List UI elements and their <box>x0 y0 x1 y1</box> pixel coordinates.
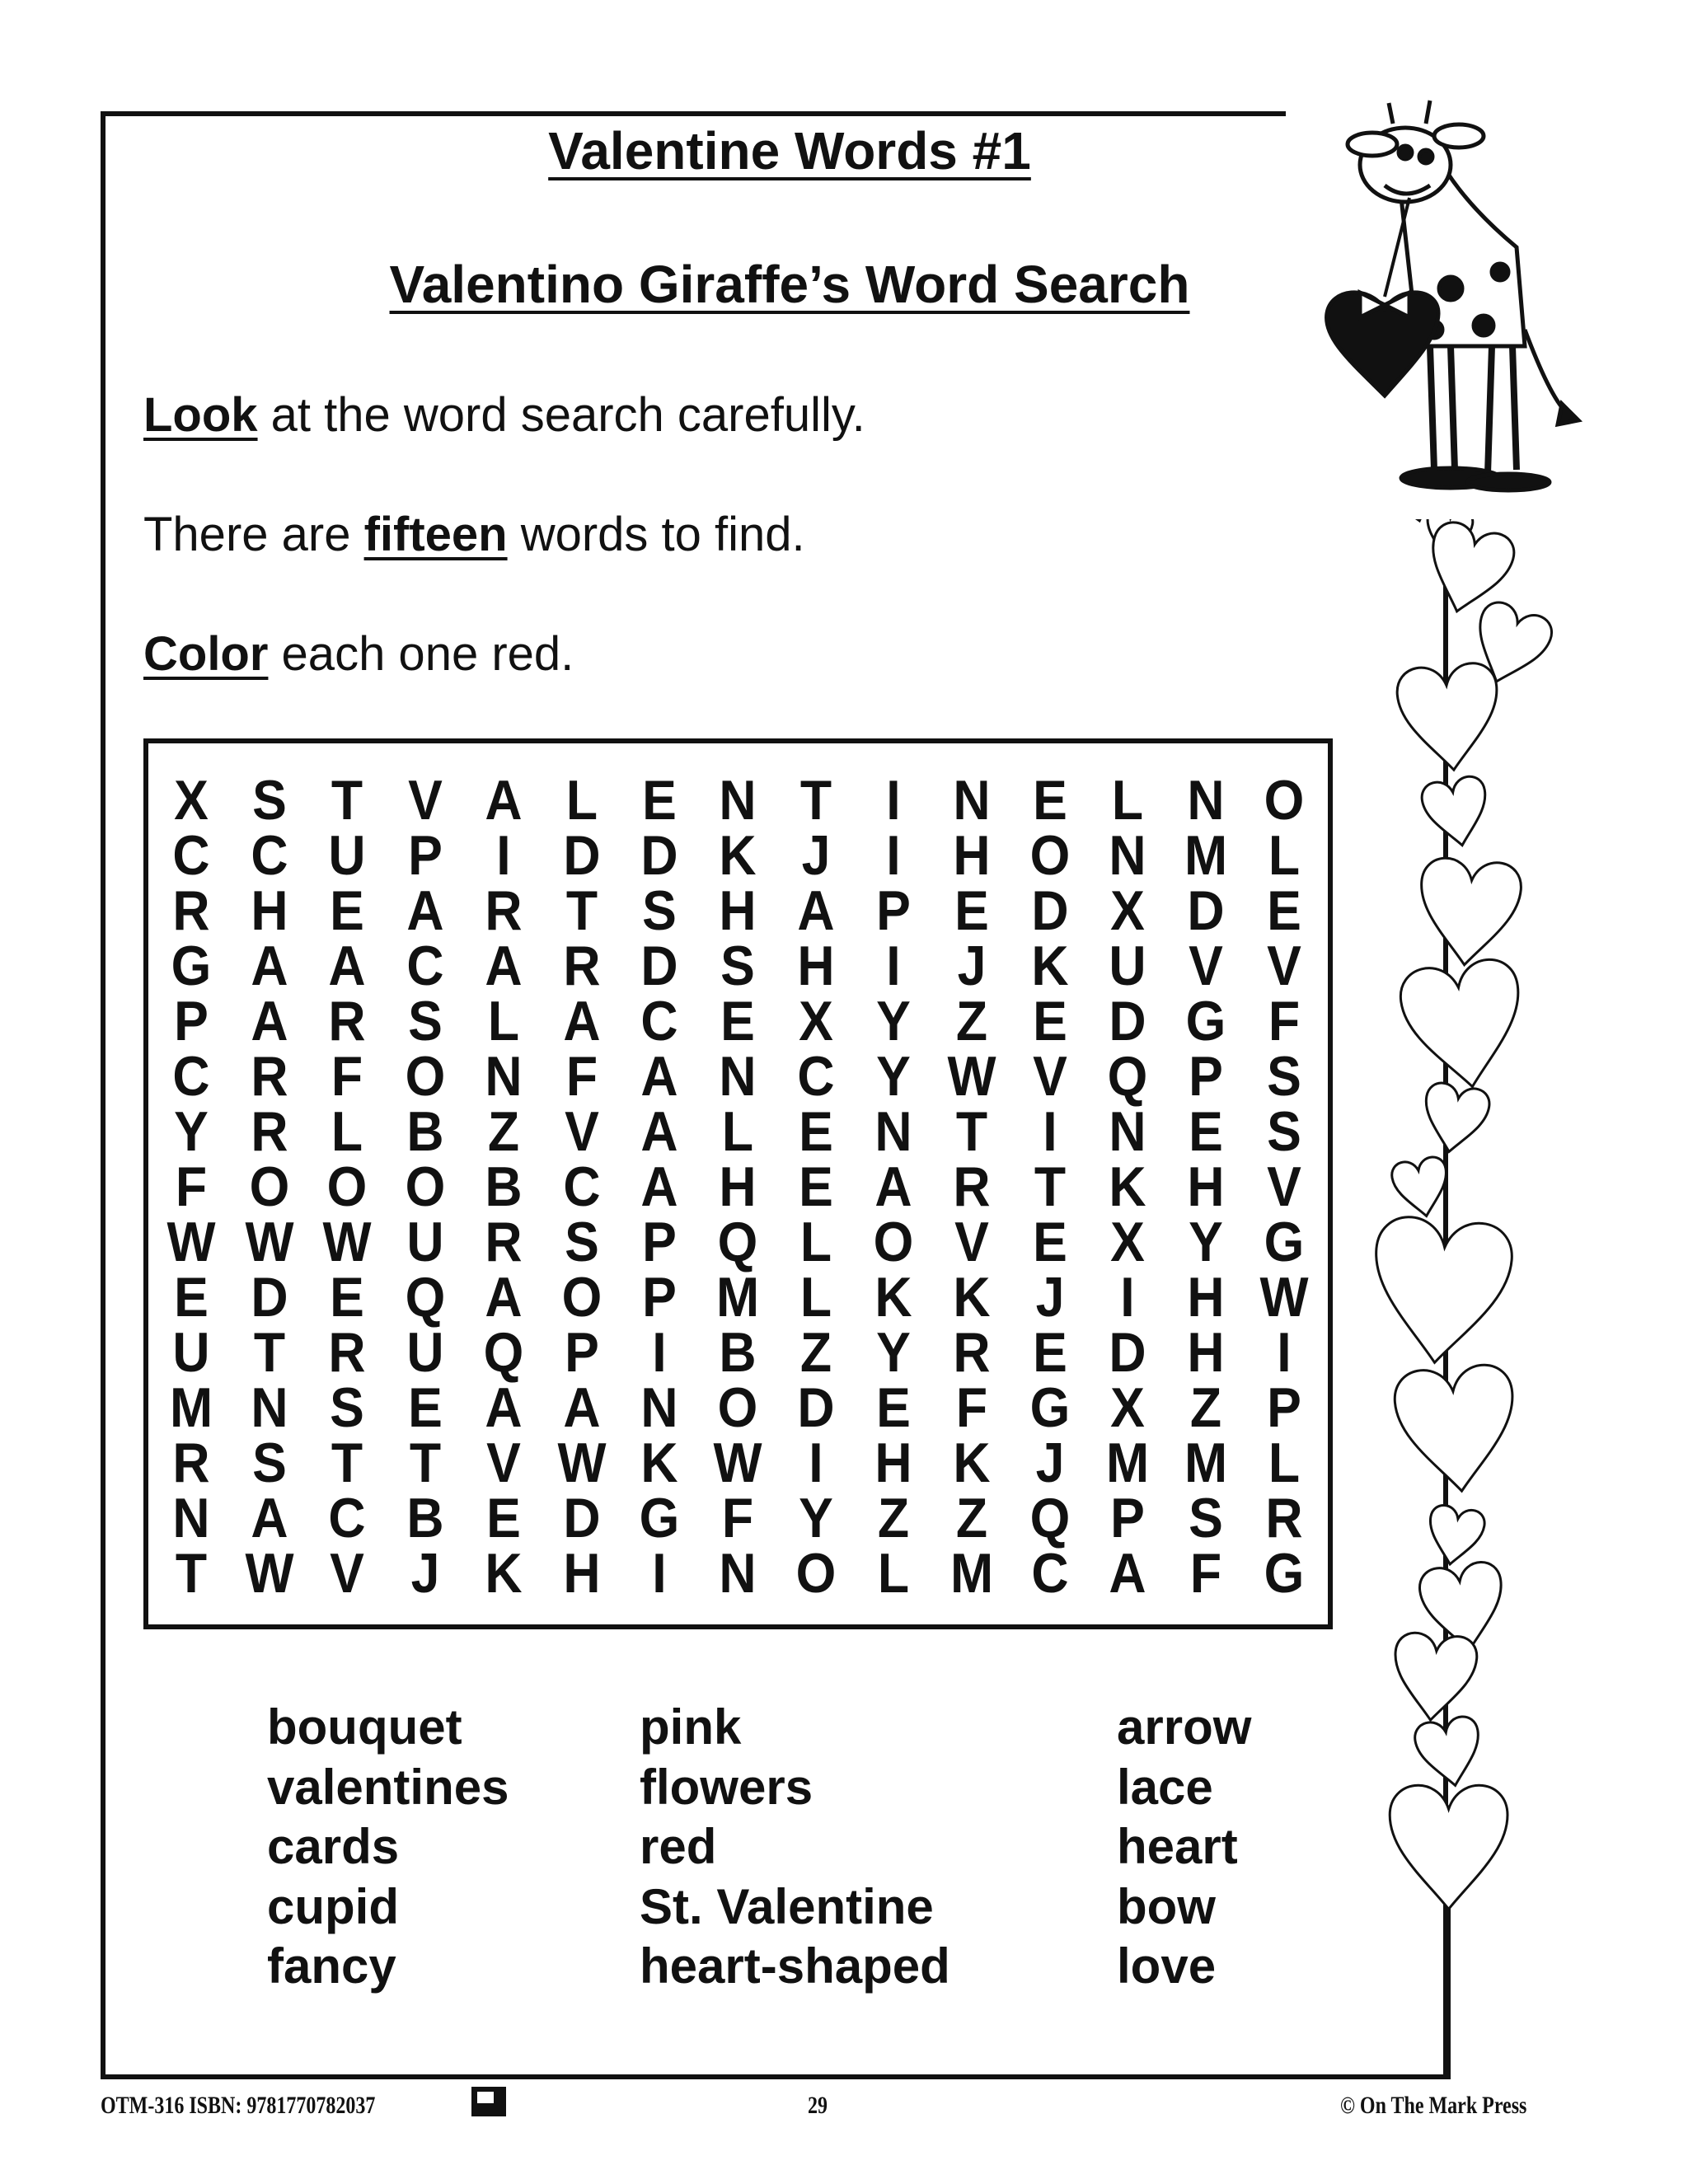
grid-letter[interactable]: E <box>485 1487 521 1549</box>
grid-letter[interactable]: E <box>174 1266 209 1329</box>
grid-letter[interactable]: P <box>1110 1487 1146 1549</box>
grid-letter[interactable]: P <box>564 1321 599 1384</box>
grid-letter[interactable]: V <box>954 1211 989 1273</box>
grid-letter[interactable]: F <box>721 1487 753 1549</box>
grid-letter[interactable]: W <box>166 1211 216 1273</box>
grid-letter[interactable]: H <box>562 1542 601 1605</box>
grid-letter[interactable]: O <box>717 1376 758 1439</box>
grid-letter[interactable]: W <box>713 1432 762 1494</box>
grid-letter[interactable]: Z <box>1189 1376 1222 1439</box>
grid-letter[interactable]: F <box>955 1376 988 1439</box>
grid-letter[interactable]: S <box>1189 1487 1223 1549</box>
word-list-item: pink <box>640 1699 742 1755</box>
page-number: 29 <box>808 2092 828 2119</box>
grid-letter[interactable]: B <box>406 1487 444 1549</box>
grid-letter[interactable]: A <box>562 990 601 1052</box>
grid-letter[interactable]: A <box>640 1045 678 1108</box>
grid-letter[interactable]: I <box>886 824 901 887</box>
grid-letter[interactable]: V <box>1266 1155 1301 1218</box>
grid-letter[interactable]: K <box>485 1542 523 1605</box>
heart-icon <box>1418 1080 1492 1157</box>
grid-letter[interactable]: V <box>1032 1045 1067 1108</box>
word-list-item: red <box>640 1819 717 1874</box>
grid-letter[interactable]: F <box>175 1155 208 1218</box>
grid-letter[interactable]: J <box>1035 1266 1065 1329</box>
grid-letter[interactable]: N <box>640 1376 678 1439</box>
heart-icon <box>1419 774 1493 851</box>
grid-letter[interactable]: K <box>953 1266 991 1329</box>
grid-letter[interactable]: Z <box>799 1321 832 1384</box>
grid-letter[interactable]: C <box>251 824 288 887</box>
grid-letter[interactable]: R <box>251 1045 288 1108</box>
grid-letter[interactable]: C <box>1031 1542 1069 1605</box>
word-list-item: bouquet <box>267 1699 462 1755</box>
grid-letter[interactable]: Y <box>876 990 912 1052</box>
grid-letter[interactable]: A <box>640 1155 678 1218</box>
grid-letter[interactable]: A <box>251 1487 288 1549</box>
grid-letter[interactable]: Q <box>717 1211 758 1273</box>
grid-letter[interactable]: M <box>950 1542 994 1605</box>
grid-letter[interactable]: D <box>1109 1321 1146 1384</box>
grid-letter[interactable]: K <box>874 1266 912 1329</box>
grid-letter[interactable]: T <box>175 1542 208 1605</box>
grid-letter[interactable]: Y <box>1189 1211 1223 1273</box>
grid-letter[interactable]: C <box>796 1045 835 1108</box>
heart-icon <box>1414 856 1522 969</box>
heart-icon <box>1392 1362 1520 1496</box>
grid-letter[interactable]: J <box>801 824 830 887</box>
grid-letter[interactable]: S <box>1266 1100 1301 1163</box>
grid-letter[interactable]: Z <box>487 1100 519 1163</box>
grid-letter[interactable]: K <box>953 1432 991 1494</box>
grid-letter[interactable]: H <box>1187 1155 1225 1218</box>
word-list-item: bow <box>1117 1878 1216 1934</box>
grid-letter[interactable]: L <box>799 1211 832 1273</box>
grid-letter[interactable]: U <box>406 1321 444 1384</box>
instruction-keyword: Color <box>143 627 269 681</box>
grid-letter[interactable]: E <box>1266 879 1301 942</box>
grid-letter[interactable]: B <box>719 1321 757 1384</box>
word-list-item: arrow <box>1117 1699 1252 1755</box>
grid-letter[interactable]: D <box>640 824 678 887</box>
grid-letter[interactable]: A <box>485 935 523 997</box>
grid-letter[interactable]: T <box>799 769 832 832</box>
grid-letter[interactable]: G <box>1264 1542 1305 1605</box>
grid-letter[interactable]: C <box>562 1155 601 1218</box>
grid-letter[interactable]: X <box>174 769 209 832</box>
grid-letter[interactable]: I <box>1277 1321 1292 1384</box>
grid-letter[interactable]: O <box>561 1266 602 1329</box>
grid-letter[interactable]: A <box>328 935 366 997</box>
page-subtitle: Valentino Giraffe’s Word Search <box>389 255 1190 314</box>
word-list-item: heart-shaped <box>640 1938 950 1994</box>
grid-letter[interactable]: X <box>1110 1211 1146 1273</box>
grid-letter[interactable]: S <box>564 1211 599 1273</box>
grid-letter[interactable]: V <box>330 1542 365 1605</box>
grid-letter[interactable]: F <box>331 1045 363 1108</box>
word-list-item: love <box>1117 1938 1217 1994</box>
grid-letter[interactable]: R <box>328 990 366 1052</box>
grid-letter[interactable]: D <box>1031 879 1069 942</box>
grid-letter[interactable]: H <box>953 824 991 887</box>
grid-letter[interactable]: O <box>327 1155 368 1218</box>
grid-letter[interactable]: Z <box>878 1487 910 1549</box>
heart-icon <box>1390 1155 1453 1221</box>
grid-letter[interactable]: S <box>251 769 287 832</box>
grid-letter[interactable]: J <box>410 1542 440 1605</box>
grid-letter[interactable]: A <box>562 1376 601 1439</box>
grid-letter[interactable]: N <box>251 1376 288 1439</box>
grid-letter[interactable]: K <box>1031 935 1069 997</box>
grid-letter[interactable]: M <box>169 1376 213 1439</box>
grid-letter[interactable]: Q <box>483 1321 524 1384</box>
grid-letter[interactable]: M <box>1184 1432 1228 1494</box>
word-list-item: flowers <box>640 1759 814 1815</box>
grid-letter[interactable]: O <box>1264 769 1305 832</box>
grid-letter[interactable]: L <box>1268 824 1300 887</box>
grid-letter[interactable]: T <box>331 1432 363 1494</box>
grid-letter[interactable]: Q <box>1108 1045 1148 1108</box>
grid-letter[interactable]: N <box>719 1045 757 1108</box>
grid-letter[interactable]: R <box>485 879 523 942</box>
grid-letter[interactable]: N <box>1109 824 1146 887</box>
word-list-item: fancy <box>267 1938 396 1994</box>
grid-letter[interactable]: S <box>330 1376 365 1439</box>
grid-letter[interactable]: X <box>1110 1376 1146 1439</box>
grid-letter[interactable]: V <box>1189 935 1223 997</box>
footer-copyright: © On The Mark Press <box>1340 2092 1527 2119</box>
grid-letter[interactable]: P <box>1266 1376 1301 1439</box>
word-list-item: valentines <box>267 1759 509 1815</box>
grid-letter[interactable]: R <box>172 1432 210 1494</box>
grid-letter[interactable]: G <box>1185 990 1226 1052</box>
grid-letter[interactable]: A <box>251 990 288 1052</box>
grid-letter[interactable]: G <box>639 1487 680 1549</box>
heart-icon <box>1395 661 1503 774</box>
grid-letter[interactable]: L <box>487 990 519 1052</box>
grid-letter[interactable]: H <box>1187 1266 1225 1329</box>
grid-letter[interactable]: J <box>957 935 987 997</box>
grid-letter[interactable]: N <box>874 1100 912 1163</box>
grid-letter[interactable]: U <box>406 1211 444 1273</box>
grid-letter[interactable]: T <box>565 879 598 942</box>
grid-letter[interactable]: O <box>1029 824 1071 887</box>
word-list-item: lace <box>1117 1759 1213 1815</box>
grid-letter[interactable]: A <box>1109 1542 1146 1605</box>
grid-letter[interactable]: O <box>405 1045 446 1108</box>
grid-letter[interactable]: Q <box>1029 1487 1071 1549</box>
grid-letter[interactable]: L <box>565 769 598 832</box>
grid-letter[interactable]: Y <box>174 1100 209 1163</box>
instruction-text: There are <box>143 508 364 561</box>
grid-letter[interactable]: B <box>485 1155 523 1218</box>
grid-letter[interactable]: N <box>172 1487 210 1549</box>
grid-letter[interactable]: N <box>1187 769 1225 832</box>
grid-letter[interactable]: K <box>1109 1155 1146 1218</box>
grid-letter[interactable]: C <box>172 1045 210 1108</box>
grid-letter[interactable]: A <box>251 935 288 997</box>
grid-letter[interactable]: C <box>640 990 678 1052</box>
grid-letter[interactable]: A <box>874 1155 912 1218</box>
grid-letter[interactable]: I <box>808 1432 823 1494</box>
grid-letter[interactable]: W <box>947 1045 996 1108</box>
grid-letter[interactable]: P <box>408 824 443 887</box>
grid-letter[interactable]: E <box>1032 1211 1067 1273</box>
grid-letter[interactable]: G <box>171 935 212 997</box>
grid-letter[interactable]: U <box>328 824 366 887</box>
page-title: Valentine Words #1 <box>548 121 1031 180</box>
grid-letter[interactable]: D <box>1187 879 1225 942</box>
grid-letter[interactable]: F <box>1268 990 1300 1052</box>
instruction-text: at the word search carefully. <box>257 388 865 442</box>
grid-letter[interactable]: Y <box>876 1321 912 1384</box>
grid-letter[interactable]: Y <box>876 1045 912 1108</box>
grid-letter[interactable]: Z <box>955 990 988 1052</box>
grid-letter[interactable]: J <box>1035 1432 1065 1494</box>
grid-letter[interactable]: D <box>251 1266 288 1329</box>
grid-letter[interactable]: A <box>485 1266 523 1329</box>
word-list-item: cards <box>267 1819 400 1874</box>
grid-letter[interactable]: O <box>795 1542 836 1605</box>
grid-letter[interactable]: P <box>174 990 209 1052</box>
grid-letter[interactable]: S <box>251 1432 287 1494</box>
heart-column-decoration <box>1358 428 1557 2079</box>
instruction-color <box>143 626 574 682</box>
grid-letter[interactable]: T <box>331 769 363 832</box>
footer-code-isbn: OTM-316 ISBN: 9781770782037 <box>101 2092 376 2119</box>
grid-letter[interactable]: W <box>245 1211 294 1273</box>
grid-letter[interactable]: E <box>876 1376 912 1439</box>
heart-icon <box>1390 1785 1507 1909</box>
grid-letter[interactable]: L <box>1268 1432 1300 1494</box>
grid-letter[interactable]: I <box>886 935 901 997</box>
grid-letter[interactable]: W <box>245 1542 294 1605</box>
instruction-look <box>143 387 865 443</box>
grid-letter[interactable]: T <box>253 1321 285 1384</box>
grid-letter[interactable]: B <box>406 1100 444 1163</box>
grid-letter[interactable]: T <box>1034 1155 1066 1218</box>
grid-letter[interactable]: F <box>1189 1542 1222 1605</box>
grid-letter[interactable]: L <box>1112 769 1144 832</box>
grid-letter[interactable]: X <box>798 990 833 1052</box>
grid-letter[interactable]: U <box>1109 935 1146 997</box>
grid-letter[interactable]: L <box>331 1100 363 1163</box>
grid-letter[interactable]: N <box>719 769 757 832</box>
grid-letter[interactable]: C <box>172 824 210 887</box>
grid-letter[interactable]: W <box>322 1211 372 1273</box>
grid-letter[interactable]: M <box>1106 1432 1150 1494</box>
grid-letter[interactable]: E <box>1189 1100 1223 1163</box>
grid-letter[interactable]: N <box>719 1542 757 1605</box>
grid-letter[interactable]: H <box>719 1155 757 1218</box>
grid-letter[interactable]: D <box>1109 990 1146 1052</box>
copier-icon <box>471 2087 506 2116</box>
grid-letter[interactable]: P <box>642 1266 678 1329</box>
grid-letter[interactable]: R <box>562 935 601 997</box>
grid-letter[interactable]: V <box>408 769 443 832</box>
grid-letter[interactable]: P <box>1189 1045 1223 1108</box>
grid-letter[interactable]: N <box>953 769 991 832</box>
grid-letter[interactable]: R <box>485 1211 523 1273</box>
grid-letter[interactable]: N <box>485 1045 523 1108</box>
grid-letter[interactable]: X <box>1110 879 1146 942</box>
instruction-text: words to find. <box>507 508 805 561</box>
grid-letter[interactable]: R <box>953 1321 991 1384</box>
word-list-item: heart <box>1117 1819 1238 1874</box>
instruction-count <box>143 507 805 562</box>
grid-letter[interactable]: M <box>715 1266 759 1329</box>
grid-letter[interactable]: O <box>873 1211 914 1273</box>
grid-letter[interactable]: S <box>642 879 678 942</box>
grid-letter[interactable]: Z <box>955 1487 988 1549</box>
word-list-item: cupid <box>267 1878 399 1934</box>
grid-letter[interactable]: P <box>876 879 912 942</box>
grid-letter[interactable]: S <box>408 990 443 1052</box>
grid-letter[interactable]: N <box>1109 1100 1146 1163</box>
grid-letter[interactable]: E <box>1032 990 1067 1052</box>
grid-letter[interactable]: I <box>652 1542 667 1605</box>
grid-letter[interactable]: W <box>556 1432 607 1494</box>
grid-letter[interactable]: K <box>640 1432 678 1494</box>
grid-letter[interactable]: S <box>720 935 755 997</box>
grid-letter[interactable]: F <box>565 1045 598 1108</box>
grid-letter[interactable]: D <box>562 1487 601 1549</box>
grid-letter[interactable]: R <box>251 1100 288 1163</box>
grid-letter[interactable]: G <box>1264 1211 1305 1273</box>
grid-letter[interactable]: L <box>799 1266 832 1329</box>
grid-letter[interactable]: C <box>406 935 444 997</box>
grid-letter[interactable]: A <box>640 1100 678 1163</box>
grid-letter[interactable]: M <box>1184 824 1228 887</box>
grid-letter[interactable]: C <box>328 1487 366 1549</box>
grid-letter[interactable]: V <box>485 1432 521 1494</box>
grid-letter[interactable]: O <box>405 1155 446 1218</box>
grid-letter[interactable]: I <box>652 1321 667 1384</box>
grid-letter[interactable]: H <box>251 879 288 942</box>
grid-letter[interactable]: A <box>406 879 444 942</box>
grid-letter[interactable]: D <box>796 1376 835 1439</box>
grid-letter[interactable]: I <box>1120 1266 1136 1329</box>
grid-letter[interactable]: A <box>796 879 835 942</box>
instruction-text: each one red. <box>268 627 574 681</box>
grid-letter[interactable]: I <box>496 824 511 887</box>
grid-letter[interactable]: A <box>485 769 523 832</box>
grid-letter[interactable]: E <box>330 879 365 942</box>
grid-letter[interactable]: Y <box>798 1487 833 1549</box>
grid-letter[interactable]: Q <box>405 1266 446 1329</box>
instruction-keyword: Look <box>143 388 258 442</box>
grid-letter[interactable]: E <box>798 1100 833 1163</box>
grid-letter[interactable]: E <box>954 879 989 942</box>
grid-letter[interactable]: R <box>953 1155 991 1218</box>
grid-letter[interactable]: H <box>796 935 835 997</box>
grid-letter[interactable]: E <box>1032 769 1067 832</box>
grid-letter[interactable]: A <box>485 1376 523 1439</box>
grid-letter[interactable]: T <box>955 1100 988 1163</box>
grid-letter[interactable]: W <box>1259 1266 1309 1329</box>
heart-icon <box>1390 1631 1479 1723</box>
grid-letter[interactable]: E <box>798 1155 833 1218</box>
grid-letter[interactable]: L <box>721 1100 753 1163</box>
grid-letter[interactable]: R <box>328 1321 366 1384</box>
grid-letter[interactable]: U <box>172 1321 210 1384</box>
grid-letter[interactable]: V <box>1266 935 1301 997</box>
grid-letter[interactable]: L <box>878 1542 910 1605</box>
grid-letter[interactable]: G <box>1029 1376 1071 1439</box>
instruction-keyword: fifteen <box>363 508 508 561</box>
grid-letter[interactable]: H <box>874 1432 912 1494</box>
grid-letter[interactable]: E <box>642 769 678 832</box>
heart-icon <box>1367 1214 1514 1368</box>
grid-letter[interactable]: E <box>408 1376 443 1439</box>
word-list-item: St. Valentine <box>640 1878 934 1934</box>
grid-letter[interactable]: T <box>409 1432 442 1494</box>
grid-letter[interactable]: I <box>1042 1100 1057 1163</box>
grid-letter[interactable]: V <box>564 1100 599 1163</box>
grid-letter[interactable]: H <box>1187 1321 1225 1384</box>
grid-letter[interactable]: R <box>1265 1487 1303 1549</box>
grid-letter[interactable]: E <box>1032 1321 1067 1384</box>
grid-letter[interactable]: E <box>720 990 755 1052</box>
grid-letter[interactable]: P <box>642 1211 678 1273</box>
grid-letter[interactable]: E <box>330 1266 365 1329</box>
grid-letter[interactable]: R <box>172 879 210 942</box>
heart-icon <box>1397 956 1531 1095</box>
grid-letter[interactable]: I <box>886 769 901 832</box>
grid-letter[interactable]: K <box>719 824 757 887</box>
grid-letter[interactable]: O <box>249 1155 290 1218</box>
heart-icon <box>1423 1503 1487 1569</box>
grid-letter[interactable]: H <box>719 879 757 942</box>
grid-letter[interactable]: D <box>562 824 601 887</box>
grid-letter[interactable]: S <box>1266 1045 1301 1108</box>
grid-letter[interactable]: D <box>640 935 678 997</box>
heart-icon <box>1413 1714 1487 1791</box>
